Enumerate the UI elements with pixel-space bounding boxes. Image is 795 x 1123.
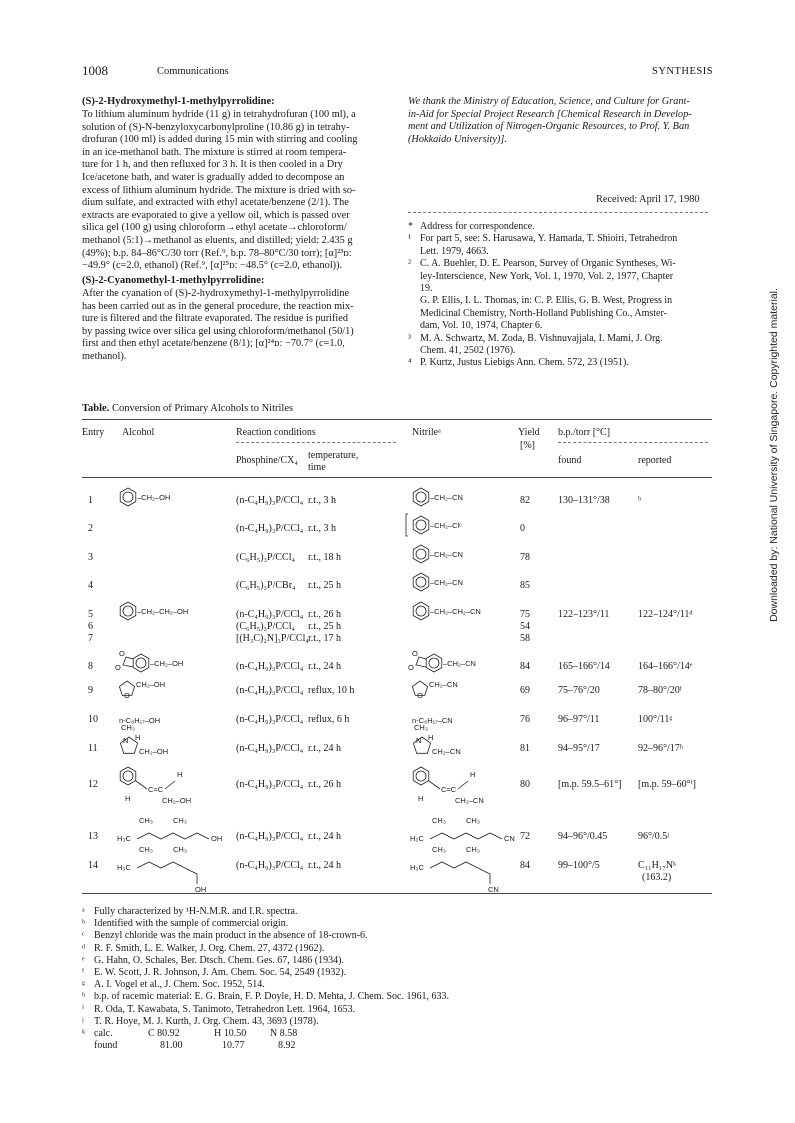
structure-label: –CH₂–OH — [137, 493, 171, 502]
cell-yield: 69 — [520, 685, 530, 696]
analysis-found-n: 8.92 — [278, 1040, 296, 1051]
cell-phosphine: (n-C₄H₉)₃P/CCl₄ — [236, 495, 304, 506]
structure-label: CH₂–OH — [162, 796, 192, 805]
footnote-mark: ᵏ — [82, 1028, 86, 1039]
footnote-mark: ᵃ — [82, 906, 85, 917]
col-header-yield-unit: [%] — [520, 440, 535, 451]
structure-label: CH₃ — [173, 845, 187, 854]
col-header-reported: reported — [638, 455, 672, 466]
cell-entry: 13 — [88, 831, 98, 842]
cell-yield: 80 — [520, 779, 530, 790]
structure-label: CH₃ — [466, 845, 480, 854]
cell-phosphine: (n-C₄H₉)₃P/CCl₄ — [236, 714, 304, 725]
structure-label: H₃C — [410, 863, 424, 872]
geraniol-chain-icon — [410, 815, 540, 845]
analysis-found-c: 81.00 — [160, 1040, 183, 1051]
citronellol-chain-icon — [410, 844, 540, 894]
structure-label: H — [125, 794, 131, 803]
text-line: methanol). — [82, 350, 127, 362]
benzene-ring-icon — [410, 571, 540, 593]
section-label: Communications — [157, 66, 229, 77]
table-header-rule — [82, 477, 712, 478]
table-footnotes — [82, 906, 702, 1028]
cell-yield: 84 — [520, 661, 530, 672]
cell-entry: 9 — [88, 685, 93, 696]
text-line: Ice/acetone bath, and water is gradually added to decompose an — [82, 171, 345, 183]
reference-mark: ² — [408, 258, 411, 270]
cell-bp-found: 130–131°/38 — [558, 495, 610, 506]
text-line: We thank the Ministry of Education, Science, and Culture for Grant- — [408, 96, 690, 107]
cell-bp-reported: [m.p. 59–60°ⁱ] — [638, 779, 696, 790]
reference-item — [408, 333, 713, 358]
download-notice: Downloaded by: National University of Singapore. Copyrighted material. — [768, 288, 780, 622]
structure-label: C=C — [441, 785, 457, 794]
cell-phosphine: (C₆H₅)₃P/CBr₄ — [236, 580, 296, 591]
text-line: in an ice-methanol bath. The mixture is stirred at room tempera- — [82, 146, 347, 158]
cell-conditions: r.t., 24 h — [308, 743, 342, 754]
structure-label: –CH₂–CN — [430, 493, 463, 502]
cell-yield: 78 — [520, 552, 530, 563]
analysis-calc-n: N 8.58 — [270, 1028, 298, 1039]
pyrrolidine-icon — [117, 724, 237, 758]
col-header-entry: Entry — [82, 427, 105, 438]
reference-mark: ¹ — [408, 233, 411, 245]
cell-entry: 14 — [88, 860, 98, 871]
table-top-rule — [82, 419, 712, 420]
structure-label: O — [417, 691, 423, 700]
footnote-item — [82, 991, 702, 1003]
page-number: 1008 — [82, 63, 108, 78]
text-line: (Hokkaido University)]. — [408, 133, 507, 145]
procedure-text-1 — [82, 109, 392, 273]
col-header-nitrile: Nitrileᵃ — [412, 427, 441, 438]
procedure-text-2 — [82, 288, 392, 364]
col-header-time: time — [308, 462, 326, 473]
structure-label: CN — [504, 834, 515, 843]
text-line: To lithium aluminum hydride (11 g) in tetrahydrofuran (100 ml), a — [82, 109, 356, 120]
section-title-cyanomethyl: (S)-2-Cyanomethyl-1-methylpyrrolidine: — [82, 275, 265, 286]
subheader-rule — [558, 442, 708, 443]
cell-bp-found: 99–100°/5 — [558, 860, 600, 871]
reference-line: Medicinal Chemistry, North-Holland Publishing Co., Amster- — [420, 307, 667, 319]
cell-bp-found: 75–76°/20 — [558, 685, 600, 696]
cell-conditions: r.t., 25 h — [308, 580, 342, 591]
benzodioxole-icon — [410, 645, 540, 675]
structure-label: CH₃ — [139, 845, 153, 854]
footnote-text: G. Hahn, O. Schales, Ber. Dtsch. Chem. Ges. 67, 1486 (1934). — [94, 954, 344, 966]
cinnamyl-icon — [117, 763, 247, 807]
footnote-mark: ᵍ — [82, 979, 86, 991]
reference-line: G. P. Ellis, I. L. Thomas, in: C. P. Ellis, G. B. West, Progress in — [420, 295, 673, 307]
cell-phosphine: (C₆H₅)₃P/CCl₄ — [236, 621, 295, 632]
text-line: first and then ethyl acetate/benzene (8/1); [α]²⁴ᴅ: −70.7° (c=1.0, — [82, 338, 345, 350]
structure-label: CH₂–CN — [432, 747, 461, 756]
geraniol-chain-icon — [117, 815, 247, 845]
text-line: methanol (5:1)→methanol as eluents, and distilled; yield: 2.435 g — [82, 234, 353, 246]
structure-label: N — [416, 736, 422, 745]
text-line: in-Aid for Special Project Research [Chemical Research in Develop- — [408, 108, 692, 120]
cell-yield: 81 — [520, 743, 530, 754]
cell-yield: 75 — [520, 609, 530, 620]
cell-conditions: r.t., 26 h — [308, 779, 342, 790]
cell-conditions: r.t., 3 h — [308, 495, 337, 506]
reference-line: Lett. 1979, 4663. — [420, 245, 489, 257]
col-header-bp: b.p./torr [°C] — [558, 427, 611, 438]
structure-label: H₃C — [410, 834, 424, 843]
text-line: has been carried out as in the general procedure, the reaction mix- — [82, 300, 354, 312]
footnote-text: T. R. Hoye, M. J. Kurth, J. Org. Chem. 43, 3693 (1978). — [94, 1015, 319, 1027]
text-line: drofuran (100 ml) is added during 15 min with stirring and cooling — [82, 134, 358, 146]
journal-name: SYNTHESIS — [652, 66, 714, 77]
benzene-ring-icon — [410, 600, 540, 622]
reference-item — [408, 233, 713, 258]
analysis-calc-h: H 10.50 — [214, 1028, 247, 1039]
cell-bp-found: 122–123°/11 — [558, 609, 610, 620]
cell-conditions: r.t., 17 h — [308, 633, 342, 644]
footnote-item — [82, 1016, 702, 1028]
cell-entry: 7 — [88, 633, 93, 644]
cell-entry: 12 — [88, 779, 98, 790]
text-line: dium sulfate, and extracted with ethyl acetate/benzene (2/1). The — [82, 197, 349, 209]
footnote-mark: ᵇ — [82, 918, 86, 930]
structure-label: CH₃ — [139, 816, 153, 825]
text-line: −49.9° (c=2.0, ethanol) (Ref.⁹, [α]²⁵ᴅ: −48.5° (c=2.0, ethanol)). — [82, 260, 343, 272]
reference-line: C. A. Buehler, D. E. Pearson, Survey of Organic Syntheses, Wi- — [420, 258, 676, 270]
cell-bp-reported: 78–80°/20ᶠ — [638, 685, 682, 696]
structure-label: CH₃ — [432, 845, 446, 854]
benzene-ring-icon — [117, 600, 247, 622]
cell-yield: 76 — [520, 714, 530, 725]
cell-conditions: reflux, 6 h — [308, 714, 350, 725]
text-line: solution of (S)-N-benzyloxycarbonylproline (10.86 g) in tetrahy- — [82, 121, 350, 133]
reference-mark: * — [408, 221, 413, 232]
cell-bp-reported: 122–124°/11ᵈ — [638, 609, 693, 620]
cell-bp-reported: ᵇ — [638, 495, 642, 506]
cell-yield: 54 — [520, 621, 530, 632]
structure-label: CH₂–OH — [136, 680, 166, 689]
structure-label: –CH₂–Clᶜ — [430, 521, 462, 530]
reference-line: Address for correspondence. — [420, 221, 535, 232]
reference-line: For part 5, see: S. Harusawa, Y. Hamada, T. Shioiri, Tetrahedron — [420, 233, 678, 245]
col-header-phosphine: Phosphine/CX₄ — [236, 455, 298, 466]
cell-bp-found: [m.p. 59.5–61°] — [558, 779, 622, 790]
col-header-found: found — [558, 455, 582, 466]
text-line: ture for 1 h, and then refluxed for 3 h. It is then cooled in a Dry — [82, 159, 343, 171]
structure-label: H — [177, 770, 183, 779]
cell-bp-reported-mw: (163.2) — [642, 872, 672, 883]
structure-label: –CH₂–CN — [443, 659, 476, 668]
cell-phosphine: (n-C₄H₉)₃P/CCl₄ — [236, 685, 304, 696]
benzene-ring-icon — [410, 486, 540, 508]
structure-label: O — [412, 649, 418, 658]
structure-label: CH₃ — [414, 723, 428, 732]
cell-bp-found: 165–166°/14 — [558, 661, 610, 672]
text-line: After the cyanation of (S)-2-hydroxymethyl-1-methylpyrrolidine — [82, 288, 350, 299]
subheader-rule — [236, 442, 396, 443]
reference-item — [408, 258, 713, 295]
structure-label: H — [418, 794, 424, 803]
col-header-temperature: temperature, — [308, 450, 359, 461]
divider — [408, 212, 708, 213]
cinnamyl-icon — [410, 763, 540, 807]
structure-label: O — [408, 663, 414, 672]
cell-phosphine: (n-C₄H₉)₃P/CCl₄ — [236, 609, 304, 620]
reference-line: 19. — [420, 282, 433, 294]
cell-yield: 82 — [520, 495, 530, 506]
benzodioxole-icon — [117, 645, 247, 675]
structure-label: OH — [211, 834, 223, 843]
cell-conditions: r.t., 24 h — [308, 831, 342, 842]
col-header-yield: Yield — [518, 427, 540, 438]
reference-mark: ³ — [408, 332, 411, 344]
reference-line: ley-Interscience, New York, Vol. 1, 1970, Vol. 2, 1977, Chapter — [420, 270, 674, 282]
col-header-alcohol: Alcohol — [122, 427, 155, 438]
reference-line: P. Kurtz, Justus Liebigs Ann. Chem. 572, 23 (1951). — [420, 357, 629, 369]
cell-entry: 4 — [88, 580, 93, 591]
structure-label: –CH₂–CN — [430, 550, 463, 559]
footnote-item — [82, 930, 702, 942]
cell-conditions: r.t., 24 h — [308, 661, 342, 672]
cell-entry: 11 — [88, 743, 98, 754]
cell-conditions: r.t., 24 h — [308, 860, 342, 871]
structure-label: n-C₈H₁₇–OH — [119, 716, 161, 725]
reference-item — [408, 221, 713, 233]
footnote-mark: ⁱ — [82, 1003, 85, 1015]
cell-phosphine: (n-C₄H₉)₃P/CCl₄ — [236, 743, 304, 754]
structure-label: H₃C — [117, 834, 131, 843]
cell-conditions: r.t., 3 h — [308, 523, 337, 534]
footnote-mark: ᵈ — [82, 942, 86, 954]
text-line: silica gel (100 g) using chloroform→ethyl acetate→chloroform/ — [82, 222, 347, 234]
cell-phosphine: (n-C₄H₉)₃P/CCl₄ — [236, 523, 304, 534]
cell-conditions: r.t., 26 h — [308, 609, 342, 620]
cell-phosphine: (C₆H₅)₃P/CCl₄ — [236, 552, 295, 563]
reference-line: M. A. Schwartz, M. Zoda, B. Vishnuvajjala, I. Mami, J. Org. — [420, 332, 663, 344]
text-line: extracts are evaporated to give a yellow oil, which is passed over — [82, 209, 350, 221]
cell-conditions: reflux, 10 h — [308, 685, 355, 696]
text-line: by passing twice over silica gel using chloroform/methanol (50/1) — [82, 325, 354, 337]
footnote-text: b.p. of racemic material: E. G. Brain, F. P. Doyle, H. D. Mehta, J. Chem. Soc. 1961, 633. — [94, 991, 449, 1003]
structure-label: CH₃ — [466, 816, 480, 825]
structure-label: CH₃ — [121, 723, 135, 732]
cell-entry: 2 — [88, 523, 93, 534]
structure-label: O — [119, 649, 125, 658]
footnote-item — [82, 955, 702, 967]
structure-label: –CH₂–CH₂–OH — [137, 607, 189, 616]
analysis-found-label: found — [94, 1040, 118, 1051]
pyrrolidine-icon — [410, 724, 530, 758]
reference-item — [408, 295, 713, 332]
cell-yield: 72 — [520, 831, 530, 842]
text-line: ment and Utilization of Nitrogen-Organic Resources, to Prof. Y. Ban — [408, 121, 690, 133]
structure-label: CN — [488, 885, 499, 894]
structure-label: n-C₈H₁₇–CN — [412, 716, 453, 725]
analysis-calc-c: C 80.92 — [148, 1028, 180, 1039]
footnote-text: E. W. Scott, J. R. Johnson, J. Am. Chem. Soc. 54, 2549 (1932). — [94, 966, 347, 978]
cell-entry: 1 — [88, 495, 93, 506]
table-bottom-rule — [82, 893, 712, 894]
cell-phosphine: [(H₃C)₂N]₃P/CCl₄ — [236, 633, 309, 644]
footnote-mark: ᶜ — [82, 930, 85, 942]
footnote-item — [82, 943, 702, 955]
footnote-text: Fully characterized by ¹H-N.M.R. and I.R. spectra. — [94, 906, 298, 917]
cell-yield: 85 — [520, 580, 530, 591]
cell-bp-reported: 92–96°/17ʰ — [638, 743, 683, 754]
references-list — [408, 221, 713, 370]
structure-label: CH₃ — [173, 816, 187, 825]
cell-bp-found: 96–97°/11 — [558, 714, 600, 725]
footnote-text: A. I. Vogel et al., J. Chem. Soc. 1952, 514. — [94, 979, 265, 991]
cell-bp-reported: 164–166°/14ᵉ — [638, 661, 693, 672]
cell-entry: 10 — [88, 714, 98, 725]
reference-item — [408, 357, 713, 369]
cell-phosphine: (n-C₄H₉)₃P/CCl₄ — [236, 831, 304, 842]
furan-icon — [410, 677, 530, 699]
footnote-item — [82, 906, 702, 918]
text-line: (49%); b.p. 84–86°C/30 torr (Ref.⁹, b.p. 78–80°C/30 torr); [α]²³ᴅ: — [82, 247, 352, 259]
structure-label: CH₂–CN — [455, 796, 484, 805]
structure-label: H₃C — [117, 863, 131, 872]
cell-yield: 84 — [520, 860, 530, 871]
structure-label: –CH₂–CN — [430, 578, 463, 587]
structure-label: –CH₂–OH — [150, 659, 184, 668]
analysis-calc-label: calc. — [94, 1028, 113, 1039]
cell-phosphine: (n-C₄H₉)₃P/CCl₄ — [236, 661, 304, 672]
footnote-item — [82, 967, 702, 979]
cell-bp-found: 94–95°/17 — [558, 743, 600, 754]
footnote-item — [82, 979, 702, 991]
cell-entry: 3 — [88, 552, 93, 563]
structure-label: C=C — [148, 785, 164, 794]
cell-phosphine: (n-C₄H₉)₃P/CCl₄ — [236, 779, 304, 790]
structure-label: CH₃ — [432, 816, 446, 825]
footnote-item — [82, 1004, 702, 1016]
structure-label: –CH₂–CH₂–CN — [430, 607, 481, 616]
elemental-analysis — [82, 1028, 442, 1052]
footnote-text: Identified with the sample of commercial origin. — [94, 918, 289, 930]
furan-icon — [117, 677, 237, 699]
cell-bp-reported: C₁₁H₁₇Nᵏ — [638, 860, 677, 871]
footnote-text: R. F. Smith, L. E. Walker, J. Org. Chem. 27, 4372 (1962). — [94, 942, 325, 954]
structure-label: CH₂–CN — [429, 680, 458, 689]
cell-yield: 0 — [520, 523, 525, 534]
structure-label: H — [470, 770, 476, 779]
citronellol-chain-icon — [117, 844, 247, 894]
footnote-item — [82, 918, 702, 930]
cell-entry: 5 — [88, 609, 93, 620]
cell-bp-found: 94–96°/0.45 — [558, 831, 608, 842]
cell-conditions: r.t., 25 h — [308, 621, 342, 632]
benzene-ring-icon — [410, 514, 540, 536]
footnote-text: R. Oda, T. Kawabata, S. Tanimoto, Tetrahedron Lett. 1964, 1653. — [94, 1003, 356, 1015]
analysis-found-h: 10.77 — [222, 1040, 245, 1051]
cell-entry: 6 — [88, 621, 93, 632]
benzene-ring-icon — [410, 543, 540, 565]
structure-label: O — [115, 663, 121, 672]
footnote-mark: ʰ — [82, 991, 86, 1003]
structure-label: CH₂–OH — [139, 747, 169, 756]
structure-label: N — [123, 736, 129, 745]
cell-entry: 8 — [88, 661, 93, 672]
text-line: excess of lithium aluminum hydride. The mixture is dried with so- — [82, 184, 356, 196]
cell-yield: 58 — [520, 633, 530, 644]
section-title-hydroxymethyl: (S)-2-Hydroxymethyl-1-methylpyrrolidine: — [82, 96, 275, 107]
received-date: Received: April 17, 1980 — [596, 194, 700, 205]
footnote-text: Benzyl chloride was the main product in the absence of 18-crown-6. — [94, 930, 368, 942]
structure-label: H — [428, 733, 434, 742]
cell-phosphine: (n-C₄H₉)₃P/CCl₄ — [236, 860, 304, 871]
col-header-conditions: Reaction conditions — [236, 427, 316, 438]
footnote-mark: ʲ — [82, 1015, 84, 1027]
reference-line: dam, Vol. 10, 1974, Chapter 6. — [420, 320, 543, 332]
reference-line: Chem. 41, 2502 (1976). — [420, 344, 516, 356]
footnote-mark: ᵉ — [82, 954, 85, 966]
reference-mark: ⁴ — [408, 357, 412, 369]
footnote-mark: ᶠ — [82, 966, 85, 978]
acknowledgement — [408, 96, 708, 146]
cell-bp-reported: 96°/0.5ʲ — [638, 831, 669, 842]
text-line: ture is filtered and the filtrate evaporated. The residue is purified — [82, 313, 348, 325]
cell-bp-reported: 100°/11ᵍ — [638, 714, 673, 725]
benzene-ring-icon — [117, 486, 247, 508]
structure-label: OH — [195, 885, 207, 894]
cell-conditions: r.t., 18 h — [308, 552, 342, 563]
structure-label: O — [124, 691, 130, 700]
table-caption: Table. Conversion of Primary Alcohols to Nitriles — [82, 403, 294, 414]
structure-label: H — [135, 733, 141, 742]
